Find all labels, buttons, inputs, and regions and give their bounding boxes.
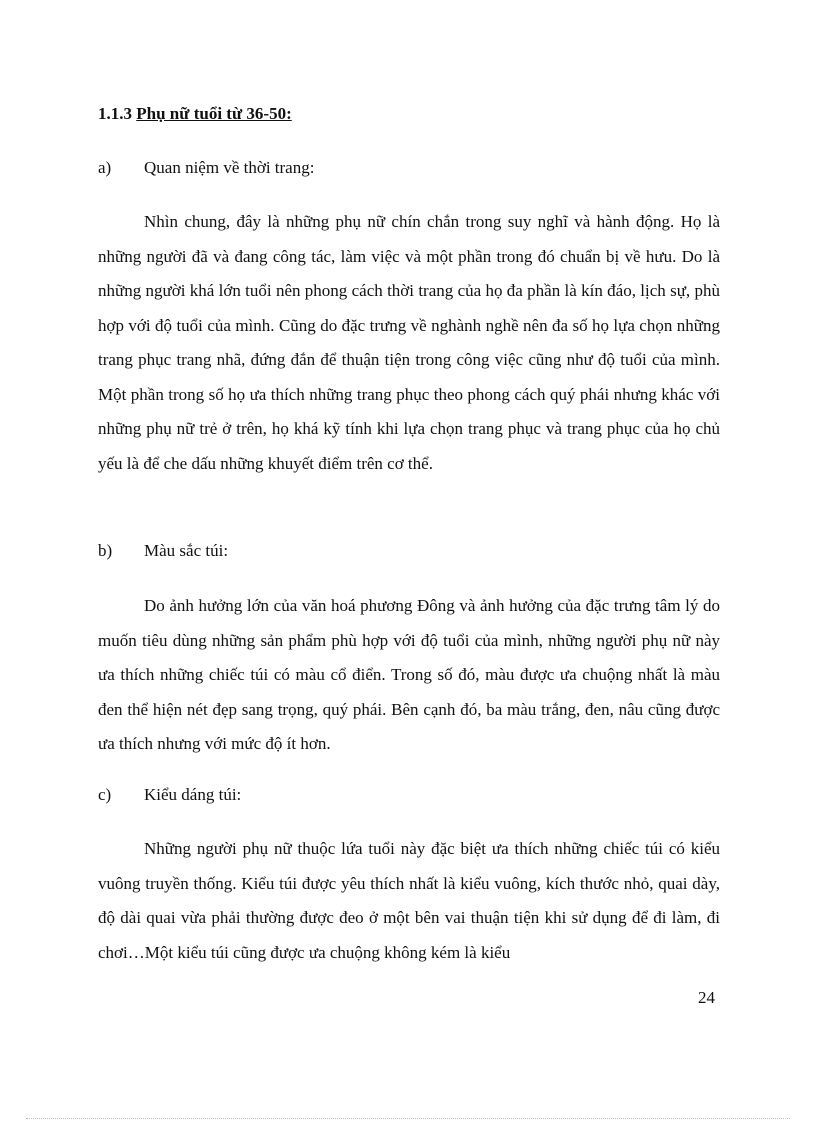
subsection-b-paragraph: Do ảnh hưởng lớn của văn hoá phương Đông và ảnh hưởng của đặc trưng tâm lý do muốn tiêu dùng những sản phẩm phù hợp với độ tuổi của mình, những người phụ nữ này ưa thích những chiếc túi có màu cổ điển. Trong số đó, màu được ưa chuộng nhất là màu đen thể hiện nét đẹp sang trọng, quý phái. Bên cạnh đó, ba màu trắng, đen, nâu cũng được ưa thích nhưng với mức độ ít hơn. [98,596,720,753]
subsection-a-letter: a) [98,158,112,177]
subsection-c-letter: c) [98,785,112,804]
section-number: 1.1.3 [98,104,137,123]
subsection-c-heading [98,785,241,805]
section-title: Phụ nữ tuổi từ 36-50: [136,104,292,123]
subsection-a-title: Quan niệm về thời trang: [144,158,315,177]
footer-divider [26,1118,790,1119]
subsection-c-title: Kiểu dáng túi: [144,785,242,804]
subsection-b-title: Màu sắc túi: [144,541,229,560]
section-heading [98,104,292,124]
subsection-c-paragraph: Những người phụ nữ thuộc lứa tuổi này đặc biệt ưa thích những chiếc túi có kiểu vuông truyền thống. Kiểu túi được yêu thích nhất là kiểu vuông, kích thước nhỏ, quai dày, độ dài quai vừa phải thường được đeo ở một bên vai thuận tiện khi sử dụng để đi làm, đi chơi…Một kiểu túi cũng được ưa chuộng không kém là kiểu [98,839,720,962]
subsection-a-heading [98,158,314,178]
page-number: 24 [698,988,715,1007]
subsection-b-heading [98,541,228,561]
subsection-a-paragraph: Nhìn chung, đây là những phụ nữ chín chắn trong suy nghĩ và hành động. Họ là những người đã và đang công tác, làm việc và một phần trong đó chuẩn bị về hưu. Do là những người khá lớn tuổi nên phong cách thời trang của họ đa phần là kín đáo, lịch sự, phù hợp với độ tuổi của mình. Cũng do đặc trưng về nghành nghề nên đa số họ lựa chọn những trang phục trang nhã, đứng đắn để thuận tiện trong công việc cũng như độ tuổi của mình. Một phần trong số họ ưa thích những trang phục theo phong cách quý phái nhưng khác với những phụ nữ trẻ ở trên, họ khá kỹ tính khi lựa chọn trang phục và trang phục của họ chủ yếu là để che dấu những khuyết điểm trên cơ thể. [98,212,720,473]
subsection-b-letter: b) [98,541,113,560]
